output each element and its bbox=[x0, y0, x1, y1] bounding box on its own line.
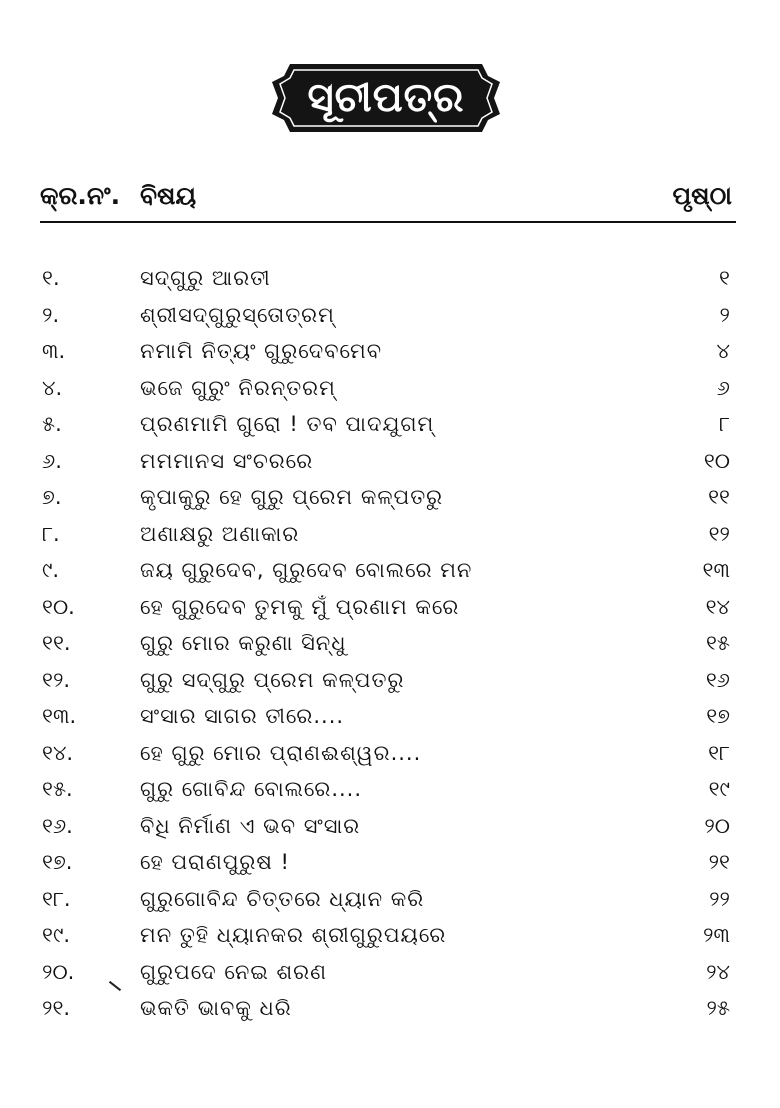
toc-row bbox=[40, 555, 736, 592]
toc-row bbox=[40, 446, 736, 483]
toc-number: ୧୪. bbox=[42, 740, 74, 765]
toc-row bbox=[40, 738, 736, 775]
toc-page-number: ୨୦ bbox=[704, 813, 730, 838]
toc-title: ଜୟ ଗୁରୁଦେବ, ଗୁରୁଦେବ ବୋଲରେ ମନ bbox=[140, 558, 473, 582]
toc-row bbox=[40, 993, 736, 1030]
toc-row bbox=[40, 628, 736, 665]
toc-title: ଗୁରୁ ଗୋବିନ୍ଦ ବୋଲରେ.... bbox=[140, 777, 363, 801]
toc-row bbox=[40, 409, 736, 446]
table-header bbox=[40, 178, 736, 214]
toc-number: ୧୯. bbox=[42, 923, 71, 947]
toc-number: ୧୭. bbox=[42, 850, 73, 874]
toc-page-number: ୧୧ bbox=[708, 485, 730, 509]
toc-row bbox=[40, 665, 736, 702]
toc-row bbox=[40, 373, 736, 410]
toc-title: କୃପାକୁରୁ ହେ ଗୁରୁ ପ୍ରେମ କଳ୍ପତରୁ bbox=[140, 485, 444, 509]
toc-page-number: ୧ bbox=[719, 266, 730, 290]
toc-row bbox=[40, 847, 736, 884]
toc-page-number: ୨୨ bbox=[709, 886, 730, 911]
title-badge bbox=[268, 56, 504, 140]
toc-number: ୨. bbox=[42, 302, 60, 327]
toc-row bbox=[40, 519, 736, 556]
toc-page-number: ୨୫ bbox=[706, 996, 730, 1020]
toc-row bbox=[40, 811, 736, 848]
header-subject: ବିଷୟ bbox=[140, 181, 197, 210]
toc-row bbox=[40, 774, 736, 811]
toc-title: ହେ ଗୁରୁ ମୋର ପ୍ରାଣଈଶ୍ୱର.... bbox=[140, 740, 422, 765]
toc-page-number: ୧୩ bbox=[702, 558, 730, 582]
toc-page-number: ୧୯ bbox=[708, 777, 730, 801]
toc-title: ଗୁରୁପଦେ ନେଇ ଶରଣ bbox=[140, 959, 327, 984]
toc-page-number: ୧୭ bbox=[706, 704, 730, 728]
toc-title: ଭକତି ଭାବକୁ ଧରି bbox=[140, 996, 292, 1020]
toc-page-number: ୧୪ bbox=[705, 594, 730, 619]
toc-number: ୧୦. bbox=[42, 594, 75, 619]
toc-number: ୬. bbox=[42, 448, 62, 473]
toc-page-number: ୧୮ bbox=[708, 740, 730, 765]
toc-page-number: ୧୫ bbox=[705, 631, 730, 655]
toc-page-number: ୧୦ bbox=[703, 448, 730, 473]
toc-row bbox=[40, 300, 736, 337]
toc-number: ୯. bbox=[42, 558, 60, 582]
toc-page-number: ୮ bbox=[719, 412, 730, 436]
toc-title: ପ୍ରଣମାମି ଗୁରୋ ! ତବ ପାଦଯୁଗମ୍ bbox=[140, 412, 435, 436]
toc-page-number: ୨୪ bbox=[706, 959, 730, 984]
toc-title: ଭଜେ ଗୁରୁଂ ନିରନ୍ତରମ୍ bbox=[140, 375, 336, 400]
page-title: ସୂଚୀପତ୍ର bbox=[307, 75, 465, 121]
toc-number: ୧୬. bbox=[42, 813, 73, 838]
toc-row bbox=[40, 482, 736, 519]
toc-number: ୧୨. bbox=[42, 667, 71, 692]
toc-page-number: ୨ bbox=[719, 302, 730, 327]
toc-title: ଅଣାକ୍ଷରୁ ଅଣାକାର bbox=[140, 521, 300, 546]
toc-title: ଶ୍ରୀସଦ୍‌ଗୁରୁସ୍ତୋତ୍ରମ୍ bbox=[140, 302, 335, 327]
toc-number: ୧୫. bbox=[42, 777, 73, 801]
toc-title: ଗୁରୁ ସଦ୍‌ଗୁରୁ ପ୍ରେମ କଳ୍ପତରୁ bbox=[140, 667, 405, 692]
toc-number: ୩. bbox=[42, 339, 66, 363]
header-page: ପୃଷ୍ଠା bbox=[672, 181, 732, 210]
toc-number: ୧୩. bbox=[42, 704, 77, 728]
toc-title: ସଦ୍‌ଗୁରୁ ଆରତୀ bbox=[140, 266, 271, 290]
toc-number: ୧୮. bbox=[42, 886, 71, 911]
toc-page-number: ୨୧ bbox=[708, 850, 730, 874]
toc-title: ମନ ତୁହି ଧ୍ୟାନକର ଶ୍ରୀଗୁରୁପୟରେ bbox=[140, 923, 447, 947]
toc-number: ୫. bbox=[42, 412, 62, 436]
toc-row bbox=[40, 336, 736, 373]
header-divider bbox=[40, 221, 736, 223]
toc-number: ୧୧. bbox=[42, 631, 71, 655]
toc-row bbox=[40, 592, 736, 629]
toc-title: ହେ ପରାଣପୁରୁଷ ! bbox=[140, 850, 290, 874]
toc-row bbox=[40, 884, 736, 921]
header-number: କ୍ର.ନଂ. bbox=[40, 181, 121, 210]
toc-title: ଗୁରୁଗୋବିନ୍ଦ ଚିତ୍ତରେ ଧ୍ୟାନ କରି bbox=[140, 886, 425, 911]
toc-number: ୨୧. bbox=[42, 996, 71, 1020]
toc-title: ହେ ଗୁରୁଦେବ ତୁମକୁ ମୁଁ ପ୍ରଣାମ କରେ bbox=[140, 594, 460, 619]
toc-title: ମମମାନସ ସଂଚରରେ bbox=[140, 448, 314, 473]
toc-title: ସଂସାର ସାଗର ତୀରେ.... bbox=[140, 704, 345, 728]
toc-title: ଗୁରୁ ମୋର କରୁଣା ସିନ୍ଧୁ bbox=[140, 631, 347, 655]
toc-title: ନମାମି ନିତ୍ୟଂ ଗୁରୁଦେବମେବ bbox=[140, 339, 383, 363]
toc-number: ୪. bbox=[42, 375, 63, 400]
toc-row bbox=[40, 957, 736, 994]
toc-page-number: ୬ bbox=[716, 375, 730, 400]
toc-list bbox=[40, 263, 736, 1030]
toc-page-number: ୧୨ bbox=[708, 521, 730, 546]
toc-page-number: ୪ bbox=[716, 339, 730, 363]
toc-row bbox=[40, 701, 736, 738]
toc-number: ୮. bbox=[42, 521, 60, 546]
toc-page-number: ୧୬ bbox=[705, 667, 730, 692]
toc-row bbox=[40, 920, 736, 957]
toc-row bbox=[40, 263, 736, 300]
toc-number: ୭. bbox=[42, 485, 62, 509]
toc-number: ୧. bbox=[42, 266, 60, 290]
toc-title: ବିଧି ନିର୍ମାଣ ଏ ଭବ ସଂସାର bbox=[140, 813, 361, 838]
toc-page-number: ୨୩ bbox=[703, 923, 730, 947]
toc-number: ୨୦. bbox=[42, 959, 75, 984]
